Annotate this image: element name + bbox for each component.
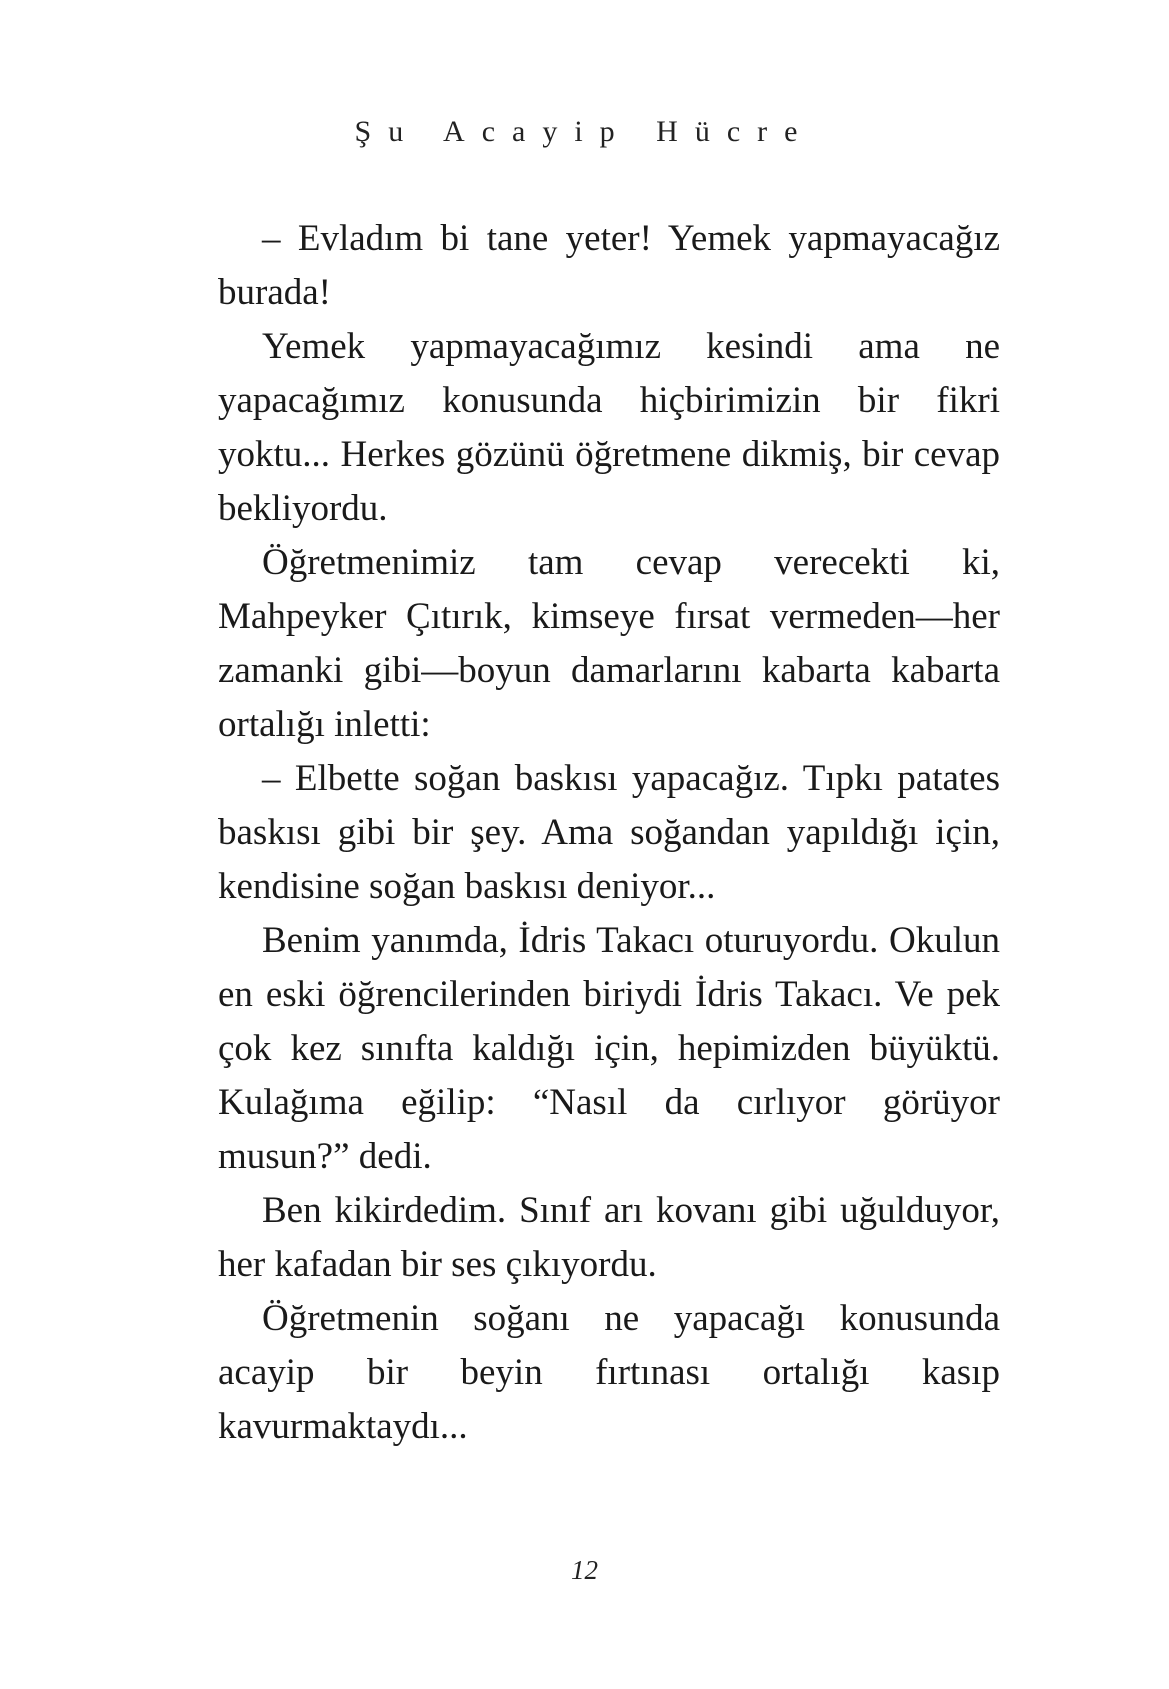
page-number: 12 [571,1555,598,1585]
running-header-title: Şu Acayip Hücre [354,115,815,148]
paragraph: Öğretmenin soğanı ne yapacağı konusunda acayip bir beyin fırtınası ortalığı kasıp kavurmaktaydı... [218,1298,1000,1447]
paragraph: Ben kikirdedim. Sınıf arı kovanı gibi uğulduyor, her kafadan bir ses çıkıyordu. [218,1190,1000,1285]
body-text [218,212,1000,1454]
paragraph: Benim yanımda, İdris Takacı oturuyordu. Okulun en eski öğrencilerinden biriydi İdris Takacı. Ve pek çok kez sınıfta kaldığı için, hepimizden büyüktü. Kulağıma eğilip: “Nasıl da cırlıyor görüyor musun?” dedi. [218,920,1000,1177]
paragraph: – Elbette soğan baskısı yapacağız. Tıpkı patates baskısı gibi bir şey. Ama soğandan yapıldığı için, kendisine soğan baskısı deniyor... [218,758,1000,907]
paragraph: Yemek yapmayacağımız kesindi ama ne yapacağımız konusunda hiçbirimizin bir fikri yoktu... Herkes gözünü öğretmene dikmiş, bir cevap bekliyordu. [218,326,1000,529]
paragraph: Öğretmenimiz tam cevap verecekti ki, Mahpeyker Çıtırık, kimseye fırsat vermeden—her zamanki gibi—boyun damarlarını kabarta kabarta ortalığı inletti: [218,542,1000,745]
paragraph: – Evladım bi tane yeter! Yemek yapmayacağız burada! [218,218,1000,313]
